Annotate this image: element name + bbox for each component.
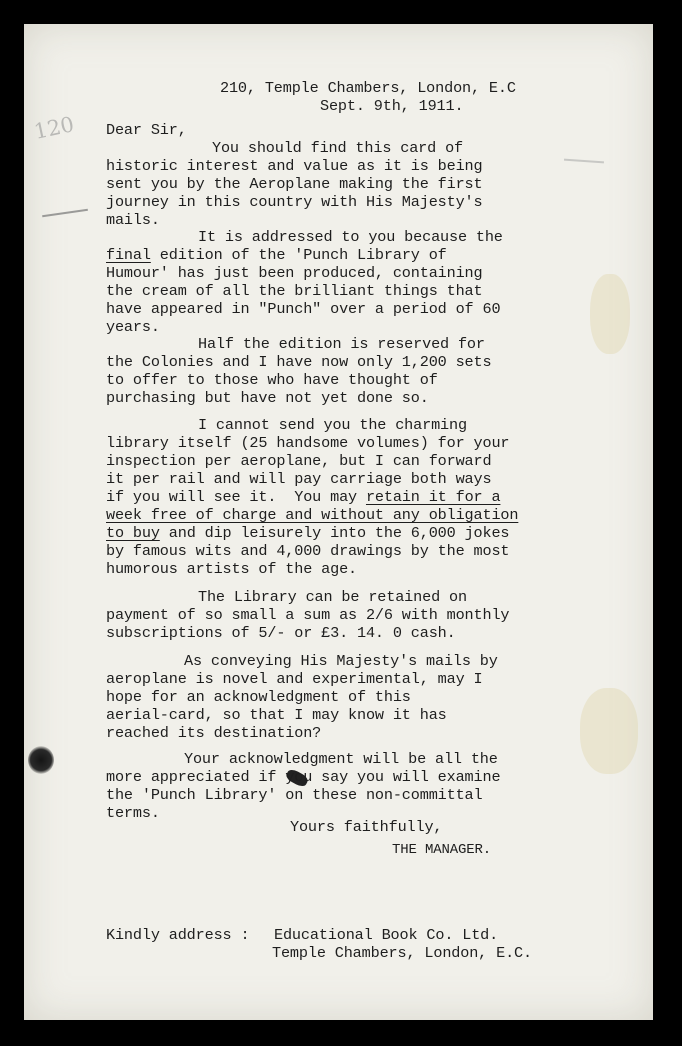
text-line: library itself (25 handsome volumes) for your <box>106 434 510 452</box>
underlined-text: final <box>106 246 151 264</box>
footer-address-line: Temple Chambers, London, E.C. <box>272 944 532 962</box>
signature: THE MANAGER. <box>392 842 492 858</box>
text-run: and dip leisurely into the 6,000 jokes <box>159 524 510 542</box>
ink-blot <box>28 746 54 774</box>
handwritten-note: 120 <box>31 112 77 144</box>
footer-label: Kindly address : <box>106 926 250 944</box>
text-line: The Library can be retained on <box>198 588 467 606</box>
text-line: years. <box>106 318 160 336</box>
text-line: aeroplane is novel and experimental, may I <box>106 670 483 688</box>
text-line: sent you by the Aeroplane making the first <box>106 175 483 193</box>
text-line: have appeared in "Punch" over a period of 60 <box>106 300 501 318</box>
text-line: humorous artists of the age. <box>106 560 357 578</box>
address-line: 210, Temple Chambers, London, E.C <box>220 79 516 97</box>
text-line: It is addressed to you because the <box>198 228 503 246</box>
text-line: the 'Punch Library' on these non-committal <box>106 786 483 804</box>
text-line: it per rail and will pay carriage both ways <box>106 470 492 488</box>
text-line: more appreciated if you say you will examine <box>106 768 501 786</box>
underlined-text: to buy <box>106 524 160 542</box>
postcard <box>24 24 653 1020</box>
text-line: I cannot send you the charming <box>198 416 467 434</box>
text-line: to offer to those who have thought of <box>106 371 438 389</box>
text-line: Half the edition is reserved for <box>198 335 485 353</box>
closing: Yours faithfully, <box>290 818 443 836</box>
underlined-text: retain it for a <box>365 488 501 506</box>
text-line <box>106 247 447 265</box>
text-line <box>106 525 509 543</box>
stain <box>590 274 630 354</box>
text-line: reached its destination? <box>106 724 322 742</box>
text-line: hope for an acknowledgment of this <box>106 688 411 706</box>
text-line: Your acknowledgment will be all the <box>184 750 498 768</box>
text-line: payment of so small a sum as 2/6 with monthly <box>106 606 510 624</box>
text-line: terms. <box>106 804 160 822</box>
text-line: purchasing but have not yet done so. <box>106 389 429 407</box>
text-line: inspection per aeroplane, but I can forward <box>106 452 492 470</box>
text-line: journey in this country with His Majesty's <box>106 193 483 211</box>
text-line: As conveying His Majesty's mails by <box>184 652 498 670</box>
text-line: You should find this card of <box>212 139 463 157</box>
text-line: by famous wits and 4,000 drawings by the most <box>106 542 510 560</box>
text-line: the Colonies and I have now only 1,200 sets <box>106 353 492 371</box>
scratch <box>42 209 88 217</box>
date-line: Sept. 9th, 1911. <box>320 97 464 115</box>
text-run: if you will see it. You may <box>106 488 366 506</box>
text-line: mails. <box>106 211 160 229</box>
footer-address-line: Educational Book Co. Ltd. <box>274 926 499 944</box>
text-run: edition of the 'Punch Library of <box>150 246 447 264</box>
stain <box>580 688 638 774</box>
text-line: aerial-card, so that I may know it has <box>106 706 447 724</box>
salutation: Dear Sir, <box>106 121 187 139</box>
text-line: Humour' has just been produced, containing <box>106 264 483 282</box>
text-line: historic interest and value as it is being <box>106 157 483 175</box>
text-line: subscriptions of 5/- or £3. 14. 0 cash. <box>106 624 456 642</box>
underlined-text: week free of charge and without any obligation <box>106 506 519 524</box>
text-line: the cream of all the brilliant things that <box>106 282 483 300</box>
text-line <box>106 489 500 507</box>
scratch <box>564 159 604 163</box>
